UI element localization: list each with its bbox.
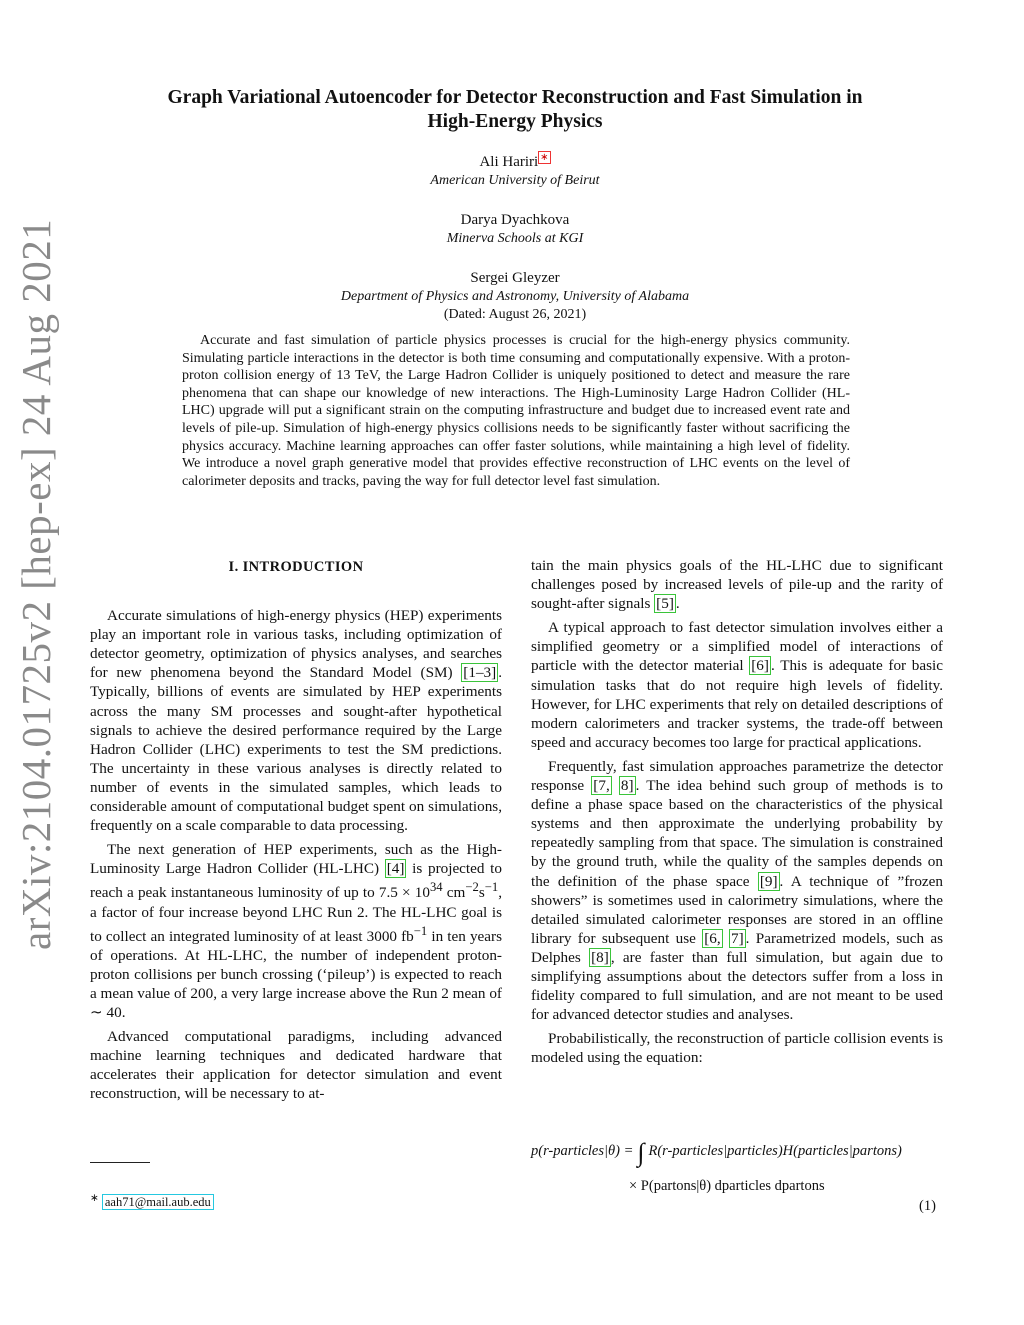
- email-link[interactable]: aah71@mail.aub.edu: [102, 1194, 214, 1210]
- intro-paragraph-4: A typical approach to fast detector simulation involves either a simplified geometry or a simplified model of interactions of particle with the detector material [6] . This is adequate for basic simulation tasks that do not require high levels of fidelity. However, for LHC experiments that rely on detailed descriptions of modern calorimeters and tracker systems, the trade-off between speed and accuracy becomes too large for practical applications.: [531, 619, 943, 751]
- footnote-divider: [90, 1162, 150, 1163]
- intro-paragraph-6: Probabilistically, the reconstruction of particle collision events is modeled using the equation:: [531, 1030, 943, 1067]
- citation-link[interactable]: [7,: [593, 777, 610, 795]
- footnote: [90, 1192, 214, 1210]
- author-1-name: Ali Hariri: [479, 154, 539, 170]
- footnote-marker-link[interactable]: ∗: [540, 152, 549, 163]
- integral-symbol: ∫: [637, 1138, 645, 1167]
- author-3-name: Sergei Gleyzer: [470, 270, 560, 286]
- citation-link[interactable]: [6,: [704, 929, 721, 947]
- citation-link[interactable]: [1–3]: [463, 664, 497, 682]
- title-line-2: High-Energy Physics: [427, 111, 603, 132]
- arxiv-identifier: arXiv:2104.01725v2 [hep-ex] 24 Aug 2021: [13, 218, 59, 950]
- author-1-affiliation: American University of Beirut: [430, 173, 600, 188]
- author-1: [150, 152, 880, 190]
- intro-paragraph-3: Advanced computational paradigms, including advanced machine learning techniques and dedicated hardware that accelerates their application for detector simulation and event reconstruction, will be necessary to at-: [90, 1028, 502, 1103]
- author-2: [150, 210, 880, 248]
- intro-paragraph-5: Frequently, fast simulation approaches parametrize the detector response [7, 8] . The idea behind such group of methods is to define a phase space based on the characteristics of the physical systems and then approximate the underlying probability by repeatedly sampling from that space. The simulation is constrained by the ground truth, while the quality of the samples depends on the definition of the phase space [9] . A technique of ”frozen showers” is sometimes used in calorimetry simulations, where the detailed simulated calorimeter responses are stored in an offline library for subsequent use [6, 7] . Parametrized models, such as Delphes [8] , are faster than full simulation, but again due to simplifying assumptions about the detectors suffer from a loss in fidelity compared to full simulation, and are not meant to be used for advanced detector studies and analyses.: [531, 757, 944, 1024]
- paper-title: [90, 86, 940, 134]
- paper-date: (Dated: August 26, 2021): [443, 307, 587, 322]
- left-column: [90, 556, 502, 1109]
- citation-link[interactable]: 8]: [620, 777, 634, 795]
- citation-link[interactable]: [9]: [759, 872, 778, 890]
- equation-line-1: p(r-particles|θ) = ∫ R(r-particles|particles)H(particles|partons): [531, 1138, 902, 1167]
- citation-link[interactable]: [5]: [656, 595, 674, 613]
- citation-link[interactable]: [4]: [386, 860, 405, 878]
- author-2-name: Darya Dyachkova: [460, 212, 570, 228]
- intro-paragraph-2: The next generation of HEP experiments, such as the High-Luminosity Large Hadron Collider (HL-LHC) [4] is projected to reach a peak instantaneous luminosity of up to $7.5 \times 10^{34}$ $cm^{-2}s^{-1}$, a factor of four increase beyond LHC Run 2. The HL-LHC goal is to collect an integrated luminosity of at least 3000 $fb^{-1}$ in ten years of operations. At HL-LHC, the number of independent proton-proton collisions per bunch crossing (‘pileup’) is expected to reach a mean value of 200, a very large increase above the Run 2 mean of ∼ 40.: [90, 841, 502, 1022]
- equation-line-2: × P(partons|θ) dparticles dpartons: [629, 1178, 825, 1194]
- citation-link[interactable]: 7]: [731, 929, 744, 947]
- citation-link[interactable]: [8]: [591, 948, 609, 966]
- author-3-affiliation: Department of Physics and Astronomy, University of Alabama: [340, 289, 690, 304]
- intro-paragraph-1: Accurate simulations of high-energy physics (HEP) experiments play an important role in various tasks, including optimization of detector geometry, optimization of physics analyses, and searches for new phenomena beyond the Standard Model (SM) [1–3] . Typically, billions of events are simulated by HEP experiments across the many SM processes and sought-after hypothetical signals to achieve the desired performance required by the Large Hadron Collider (LHC) experiments to test the SM predictions. The uncertainty in these various analyses is directly related to number of events in the simulated samples, which leads to considerable amount of computational budget spent on simulations, frequently on a scale comparable to data processing.: [90, 607, 502, 835]
- author-3: [150, 268, 880, 324]
- title-line-1: Graph Variational Autoencoder for Detector Reconstruction and Fast Simulation in: [167, 87, 863, 108]
- citation-link[interactable]: [6]: [751, 657, 769, 675]
- right-column: [531, 556, 943, 1072]
- intro-paragraph-continued: tain the main physics goals of the HL-LHC due to significant challenges posed by increased levels of pile-up and the rarity of sought-after signals [5] .: [531, 557, 943, 613]
- abstract: Accurate and fast simulation of particle physics processes is crucial for the high-energy physics community. Simulating particle interactions in the detector is both time consuming and computationally expensive. With a proton-proton collision energy of 13 TeV, the Large Hadron Collider is uniquely positioned to detect and measure the rare phenomena that can shape our knowledge of new interactions. The High-Luminosity Large Hadron Collider (HL-LHC) upgrade will put a significant strain on the computing infrastructure and budget due to increased event rate and levels of pile-up. Simulation of high-energy physics collisions needs to be significantly faster without sacrificing the physics accuracy. Machine learning approaches can offer faster solutions, while maintaining a high level of fidelity. We introduce a novel graph generative model that provides effective reconstruction of LHC events on the level of calorimeter deposits and tracks, paving the way for full detector level fast simulation.: [182, 333, 850, 489]
- section-heading: I. INTRODUCTION: [228, 559, 364, 575]
- equation-number: (1): [919, 1198, 936, 1214]
- footnote-mark: ∗: [90, 1193, 99, 1204]
- author-2-affiliation: Minerva Schools at KGI: [446, 231, 584, 246]
